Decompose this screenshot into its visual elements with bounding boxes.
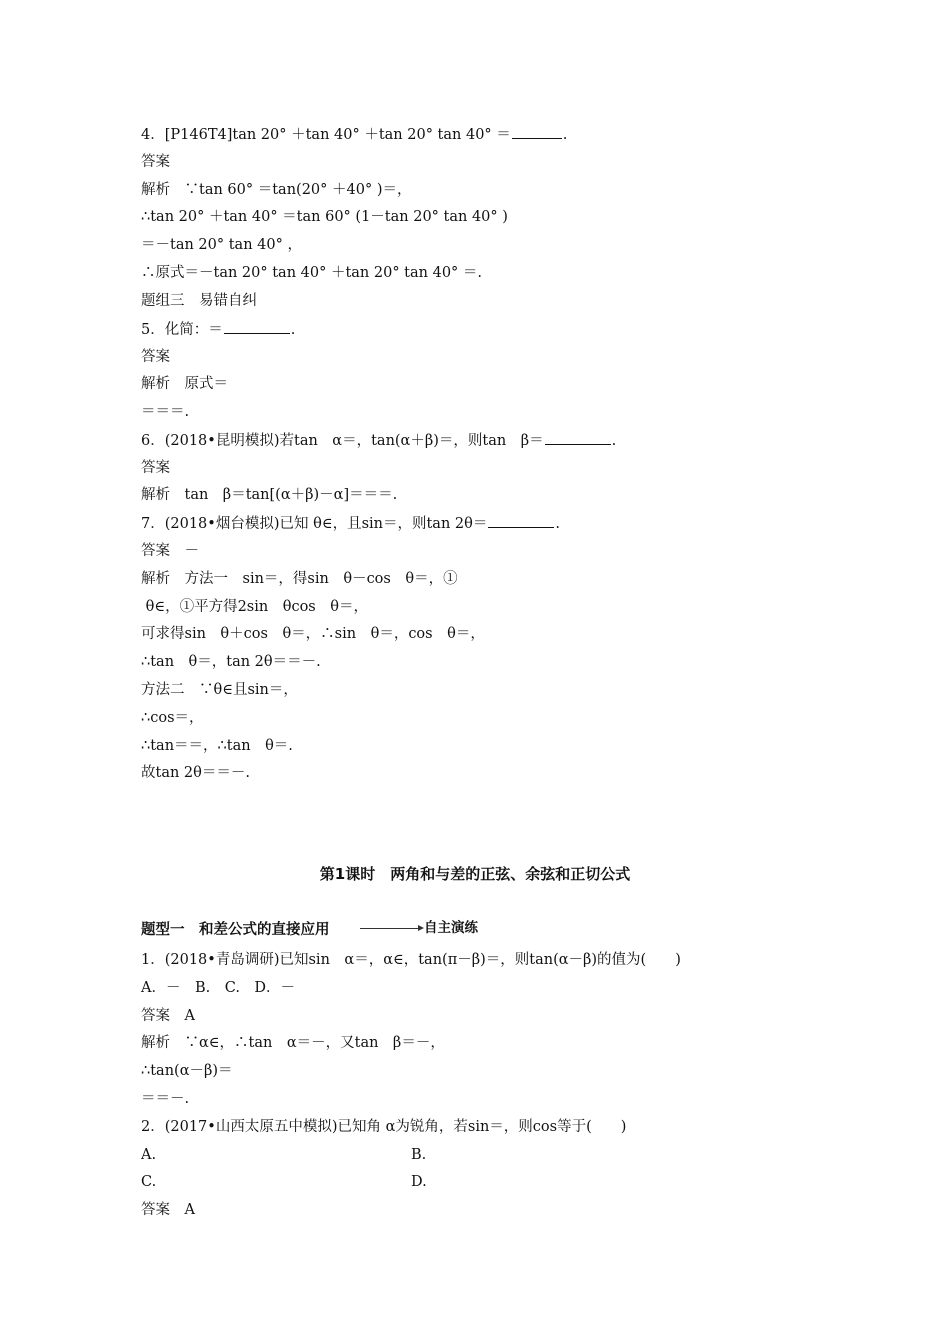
p2-option-c: C. bbox=[141, 1174, 157, 1190]
p1-stem: 1．(2018•青岛调研)已知sin α＝，α∈，tan(π－β)＝，则tan(α－β)的值为( ) bbox=[141, 952, 681, 968]
q5-analysis-1: 解析 原式＝ bbox=[141, 376, 228, 392]
answer-blank bbox=[545, 430, 611, 445]
p2-answer: 答案 A bbox=[141, 1202, 195, 1218]
q4-stem: 4．[P146T4]tan 20° ＋tan 40° ＋tan 20° tan 40° ＝ . bbox=[141, 124, 567, 145]
group3-title: 题组三 易错自纠 bbox=[141, 293, 257, 309]
answer-blank bbox=[512, 124, 562, 139]
q7-analysis-7: ∴tan＝＝，∴tan θ＝. bbox=[141, 738, 293, 754]
q7-analysis-2: θ∈，①平方得2sin θcos θ＝， bbox=[141, 599, 368, 615]
p1-analysis-2: ∴tan(α－β)＝ bbox=[141, 1063, 233, 1079]
p2-option-b: B. bbox=[411, 1147, 427, 1163]
q5-answer: 答案 bbox=[141, 349, 170, 365]
q6-stem: 6．(2018•昆明模拟)若tan α＝，tan(α＋β)＝，则tan β＝ . bbox=[141, 430, 616, 451]
q6-analysis-1: 解析 tan β＝tan[(α＋β)－α]＝＝＝. bbox=[141, 487, 398, 503]
q4-answer: 答案 bbox=[141, 154, 170, 170]
q5-stem: 5．化简：＝ . bbox=[141, 319, 295, 340]
q4-analysis-4: ∴原式＝－tan 20° tan 40° ＋tan 20° tan 40° ＝. bbox=[141, 265, 483, 281]
answer-blank bbox=[488, 513, 554, 528]
q7-answer: 答案 － bbox=[141, 543, 199, 559]
p2-option-d: D. bbox=[411, 1174, 427, 1190]
q7-stem: 7．(2018•烟台模拟)已知 θ∈，且sin＝，则tan 2θ＝ . bbox=[141, 513, 560, 534]
q5-analysis-2: ＝＝＝. bbox=[141, 404, 190, 420]
section-title: 题型一 和差公式的直接应用 bbox=[141, 922, 330, 938]
p2-option-a: A. bbox=[141, 1147, 157, 1163]
q7-analysis-5: 方法二 ∵θ∈且sin＝， bbox=[141, 682, 298, 698]
lesson-title: 第1课时 两角和与差的正弦、余弦和正切公式 bbox=[319, 865, 631, 883]
q7-analysis-6: ∴cos＝， bbox=[141, 710, 204, 726]
arrow-right-icon bbox=[360, 928, 422, 929]
q4-analysis-3: ＝－tan 20° tan 40° ， bbox=[141, 237, 302, 253]
q7-analysis-3: 可求得sin θ＋cos θ＝，∴sin θ＝，cos θ＝， bbox=[141, 626, 485, 642]
section-tag: 自主演练 bbox=[424, 920, 478, 936]
answer-blank bbox=[224, 319, 290, 334]
p1-analysis-1: 解析 ∵α∈，∴tan α＝－，又tan β＝－， bbox=[141, 1035, 445, 1051]
q7-analysis-4: ∴tan θ＝，tan 2θ＝＝－. bbox=[141, 654, 321, 670]
p2-stem: 2．(2017•山西太原五中模拟)已知角 α为锐角，若sin＝，则cos等于( ) bbox=[141, 1119, 627, 1135]
p1-analysis-3: ＝＝－. bbox=[141, 1091, 190, 1107]
p1-answer: 答案 A bbox=[141, 1008, 195, 1024]
q4-analysis-2: ∴tan 20° ＋tan 40° ＝tan 60° (1－tan 20° tan 40° ) bbox=[141, 209, 508, 225]
q4-analysis-1: 解析 ∵tan 60° ＝tan(20° ＋40° )＝， bbox=[141, 182, 412, 198]
q7-analysis-1: 解析 方法一 sin＝，得sin θ－cos θ＝，① bbox=[141, 571, 458, 587]
q7-analysis-8: 故tan 2θ＝＝－. bbox=[141, 765, 250, 781]
p1-options: A．－ B. C. D．－ bbox=[141, 980, 296, 996]
q6-answer: 答案 bbox=[141, 460, 170, 476]
